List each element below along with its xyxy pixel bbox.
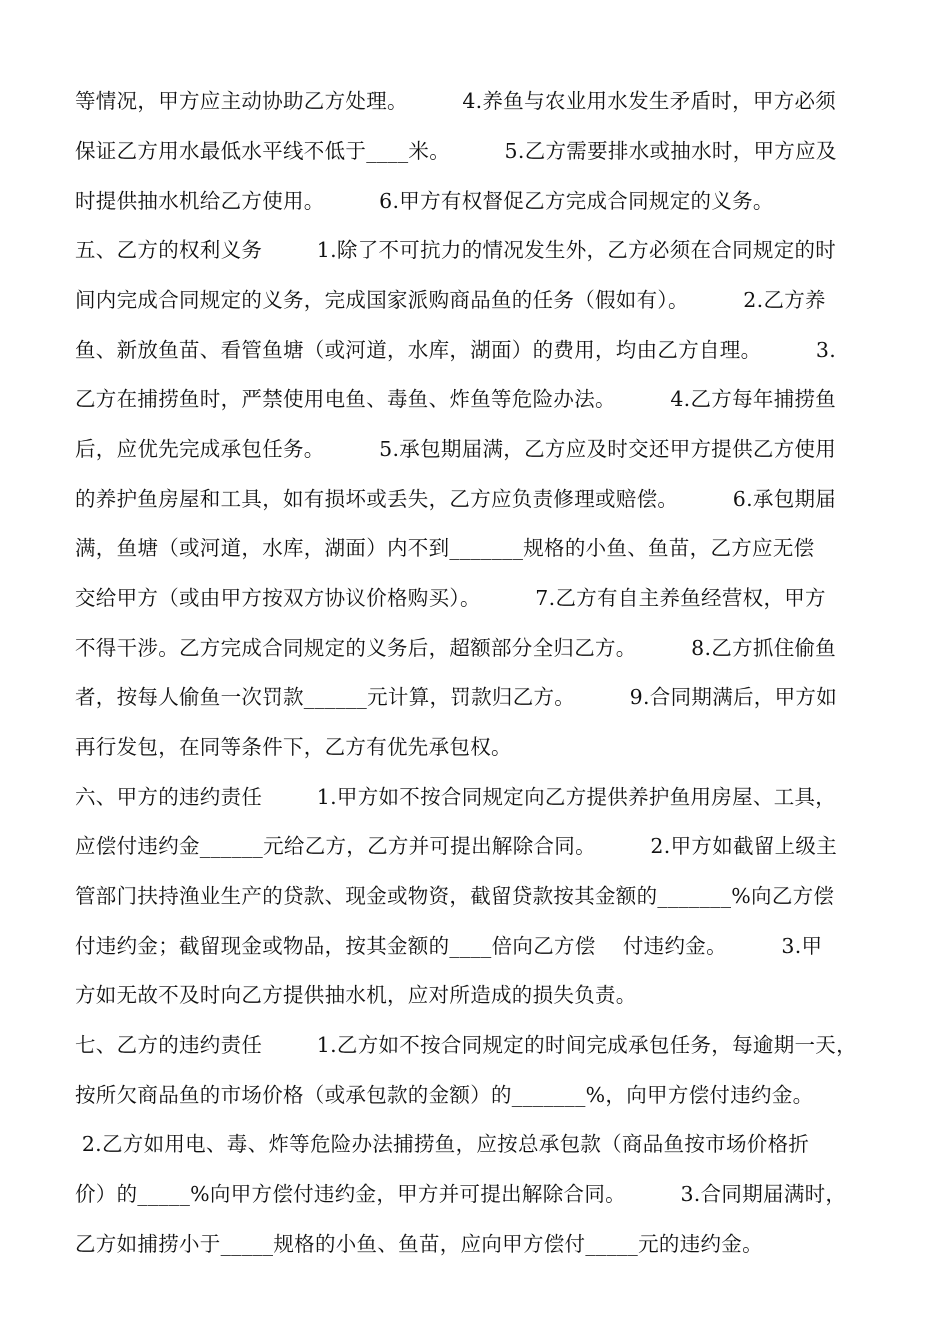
text-line: 间内完成合同规定的义务，完成国家派购商品鱼的任务（假如有）。 2.乙方养 [75,288,826,312]
text-line: 等情况，甲方应主动协助乙方处理。 4.养鱼与农业用水发生矛盾时，甲方必须 [75,89,837,113]
text-line: 应偿付违约金______元给乙方，乙方并可提出解除合同。 2.甲方如截留上级主 [75,834,837,858]
text-line: 付违约金；截留现金或物品，按其金额的____倍向乙方偿 付违约金。 3.甲 [75,934,823,958]
text-line: 五、乙方的权利义务 1.除了不可抗力的情况发生外，乙方必须在合同规定的时 [75,238,837,262]
text-line: 方如无故不及时向乙方提供抽水机，应对所造成的损失负责。 [75,983,637,1007]
text-line: 管部门扶持渔业生产的贷款、现金或物资，截留贷款按其金额的_______%向乙方偿 [75,884,835,908]
text-line: 乙方如捕捞小于_____规格的小鱼、鱼苗，应向甲方偿付_____元的违约金。 [75,1232,763,1256]
text-line: 的养护鱼房屋和工具，如有损坏或丢失，乙方应负责修理或赔偿。 6.承包期届 [75,487,837,511]
text-line: 按所欠商品鱼的市场价格（或承包款的金额）的_______%，向甲方偿付违约金。 [75,1083,814,1107]
text-line: 满，鱼塘（或河道，水库，湖面）内不到_______规格的小鱼、鱼苗，乙方应无偿 [75,536,815,560]
text-line: 时提供抽水机给乙方使用。 6.甲方有权督促乙方完成合同规定的义务。 [75,189,774,213]
text-line: 七、乙方的违约责任 1.乙方如不按合同规定的时间完成承包任务，每逾期一天， [75,1033,857,1057]
text-line: 2.乙方如用电、毒、炸等危险办法捕捞鱼，应按总承包款（商品鱼按市场价格折 [75,1132,810,1156]
text-line: 乙方在捕捞鱼时，严禁使用电鱼、毒鱼、炸鱼等危险办法。 4.乙方每年捕捞鱼 [75,387,837,411]
text-line: 鱼、新放鱼苗、看管鱼塘（或河道，水库，湖面）的费用，均由乙方自理。 3. [75,338,837,362]
text-line: 保证乙方用水最低水平线不低于____米。 5.乙方需要排水或抽水时，甲方应及 [75,139,837,163]
text-line: 者，按每人偷鱼一次罚款______元计算，罚款归乙方。 9.合同期满后，甲方如 [75,685,837,709]
text-line: 交给甲方（或由甲方按双方协议价格购买）。 7.乙方有自主养鱼经营权，甲方 [75,586,826,610]
text-line: 六、甲方的违约责任 1.甲方如不按合同规定向乙方提供养护鱼用房屋、工具， [75,785,837,809]
text-line: 价）的_____%向甲方偿付违约金，甲方并可提出解除合同。 3.合同期届满时， [75,1182,847,1206]
text-line: 再行发包，在同等条件下，乙方有优先承包权。 [75,735,512,759]
text-line: 后，应优先完成承包任务。 5.承包期届满，乙方应及时交还甲方提供乙方使用 [75,437,837,461]
text-line: 不得干涉。乙方完成合同规定的义务后，超额部分全归乙方。 8.乙方抓住偷鱼 [75,636,837,660]
